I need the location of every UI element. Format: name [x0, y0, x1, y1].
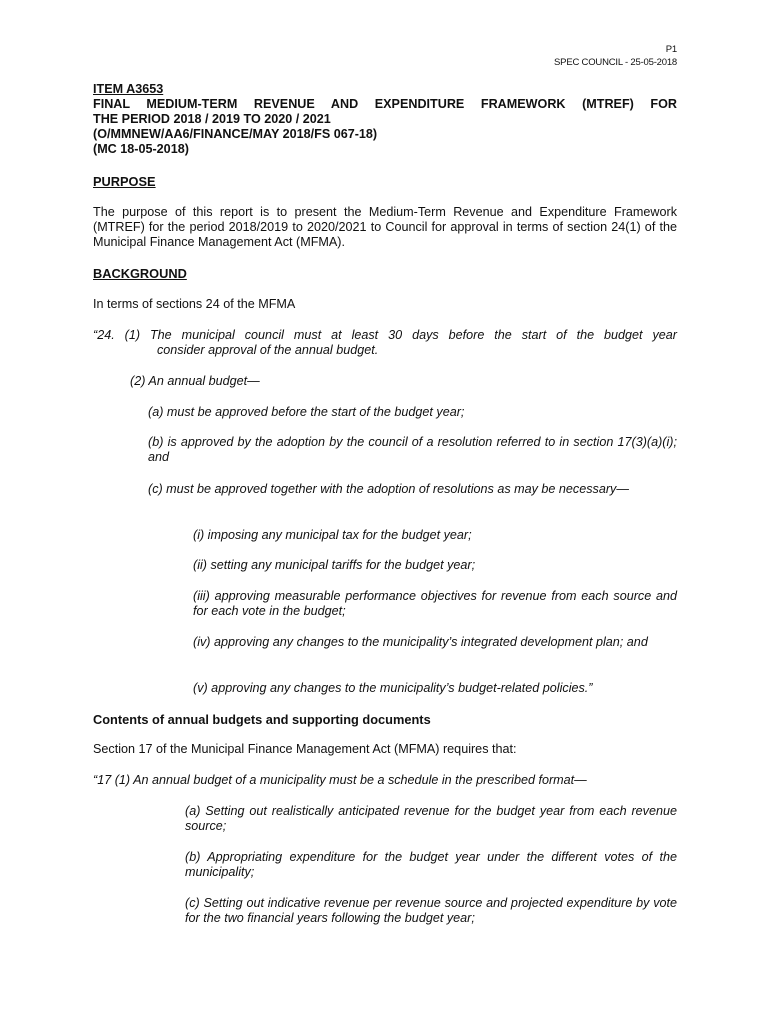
page-number: P1 [665, 44, 677, 55]
reference-code: (O/MMNEW/AA6/FINANCE/MAY 2018/FS 067-18) [93, 127, 378, 141]
background-heading: BACKGROUND [93, 266, 187, 281]
section-17-1: “17 (1) An annual budget of a municipality must be a schedule in the prescribed format— [93, 773, 587, 787]
section-24-1-line-1: “24. (1) The municipal council must at least 30 days before the start of the budget year [93, 328, 677, 342]
clause-b: (b) is approved by the adoption by the council of a resolution referred to in section 17(3)(a)(i); and [148, 435, 677, 464]
clause-a: (a) must be approved before the start of the budget year; [148, 405, 465, 419]
subclause-iii: (iii) approving measurable performance objectives for revenue from each source and for each vote in the budget; [193, 589, 677, 618]
subclause-iv: (iv) approving any changes to the municipality’s integrated development plan; and [193, 635, 648, 649]
s17-clause-a: (a) Setting out realistically anticipated revenue for the budget year from each revenue source; [185, 804, 677, 833]
contents-heading: Contents of annual budgets and supporting documents [93, 712, 431, 727]
purpose-paragraph: The purpose of this report is to present the Medium-Term Revenue and Expenditure Framework (MTREF) for the period 2018/2019 to 2020/2021 to Council for approval in terms of section 24(1) of the Municipal Finance Management Act (MFMA). [93, 205, 677, 249]
mc-date: (MC 18-05-2018) [93, 142, 189, 156]
s17-clause-b: (b) Appropriating expenditure for the budget year under the different votes of the municipality; [185, 850, 677, 879]
section-24-1-line-2: consider approval of the annual budget. [157, 343, 379, 357]
clause-c: (c) must be approved together with the adoption of resolutions as may be necessary— [148, 482, 629, 496]
subclause-v: (v) approving any changes to the municipality’s budget-related policies.” [193, 681, 593, 695]
subclause-i: (i) imposing any municipal tax for the budget year; [193, 528, 472, 542]
meeting-reference: SPEC COUNCIL - 25-05-2018 [554, 57, 677, 68]
section-24-2: (2) An annual budget— [130, 374, 260, 388]
item-number: ITEM A3653 [93, 82, 164, 96]
purpose-heading: PURPOSE [93, 174, 156, 189]
s17-clause-c: (c) Setting out indicative revenue per revenue source and projected expenditure by vote for the two financial years following the budget year; [185, 896, 677, 925]
title-line-1: FINAL MEDIUM-TERM REVENUE AND EXPENDITURE FRAMEWORK (MTREF) FOR [93, 97, 677, 111]
background-intro: In terms of sections 24 of the MFMA [93, 297, 296, 311]
title-line-2: THE PERIOD 2018 / 2019 TO 2020 / 2021 [93, 112, 331, 126]
section-17-intro: Section 17 of the Municipal Finance Management Act (MFMA) requires that: [93, 742, 517, 756]
subclause-ii: (ii) setting any municipal tariffs for the budget year; [193, 558, 476, 572]
item-title-block [93, 82, 677, 157]
